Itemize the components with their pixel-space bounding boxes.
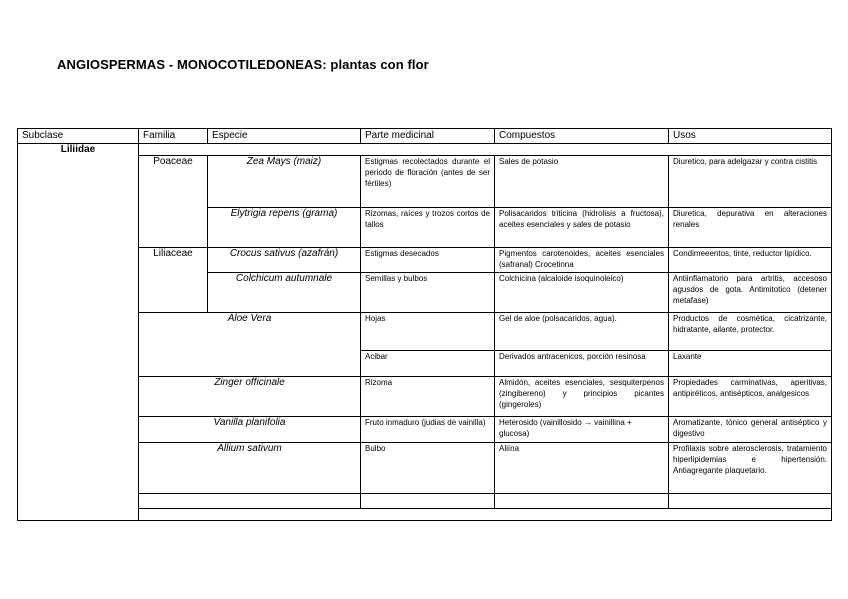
- empty-row: [139, 509, 832, 521]
- part-cell: Rizomas, raíces y trozos cortos de tallos: [361, 208, 495, 248]
- part-cell: Acibar: [361, 351, 495, 377]
- compounds-cell: Derivados antracenicos, porción resinosa: [495, 351, 669, 377]
- family-poaceae: Poaceae: [139, 156, 208, 248]
- part-cell: Fruto inmaduro (judias de vainilla): [361, 417, 495, 443]
- empty-cell: [139, 494, 361, 509]
- uses-cell: Profilaxis sobre aterosclerosis, tratamiento hiperlipidemias e hipertensión. Antiagregante plaquetario.: [669, 443, 832, 494]
- table-header-row: [18, 129, 832, 144]
- uses-cell: Laxante: [669, 351, 832, 377]
- compounds-cell: Colchicina (alcaloide isoquinoleico): [495, 273, 669, 313]
- empty-row: [139, 144, 832, 156]
- species-cell: Allium sativum: [139, 443, 361, 494]
- part-cell: Estigmas desecados: [361, 248, 495, 273]
- part-cell: Semillas y bulbos: [361, 273, 495, 313]
- uses-cell: Aromatizante, tónico general antiséptico y digestivo: [669, 417, 832, 443]
- header-subclase: Subclase: [18, 129, 139, 144]
- table-row: [18, 156, 832, 208]
- compounds-cell: Sales de potasio: [495, 156, 669, 208]
- species-cell: Zinger officinale: [139, 377, 361, 417]
- table-row: [18, 313, 832, 351]
- header-parte-medicinal: Parte medicinal: [361, 129, 495, 144]
- empty-cell: [495, 494, 669, 509]
- compounds-cell: Pigmentos carotenoides, aceites esenciales (safranal) Crocetinna: [495, 248, 669, 273]
- compounds-cell: Aliína: [495, 443, 669, 494]
- uses-cell: Condimeeentos, tinte, reductor lipídico.: [669, 248, 832, 273]
- table-row: [18, 417, 832, 443]
- page-title: ANGIOSPERMAS - MONOCOTILEDONEAS: plantas con flor: [57, 57, 429, 72]
- family-liliaceae: Liliaceae: [139, 248, 208, 313]
- header-compuestos: Compuestos: [495, 129, 669, 144]
- species-cell: Zea Mays (maiz): [208, 156, 361, 208]
- part-cell: Estigmas recolectados durante el periodo de floración (antes de ser fértiles): [361, 156, 495, 208]
- empty-cell: [361, 494, 495, 509]
- header-usos: Usos: [669, 129, 832, 144]
- part-cell: Hojas: [361, 313, 495, 351]
- table-row: [18, 443, 832, 494]
- plants-table: [17, 128, 832, 521]
- species-cell: Vanilla planifolia: [139, 417, 361, 443]
- table-row: [18, 494, 832, 509]
- table-row: [18, 377, 832, 417]
- species-cell: Crocus sativus (azafrán): [208, 248, 361, 273]
- table-row: [18, 509, 832, 521]
- table-row: [18, 248, 832, 273]
- uses-cell: Diuretico, para adelgazar y contra cistitis: [669, 156, 832, 208]
- compounds-cell: Almidón, aceites esenciales, sesquiterpenos (zingibereno) y principios picantes (gingeroles): [495, 377, 669, 417]
- table-row: [18, 144, 832, 156]
- compounds-cell: Polisacaridos triticina (hidrolisis a fructosa), aceites esenciales y sales de potasio: [495, 208, 669, 248]
- part-cell: Bulbo: [361, 443, 495, 494]
- compounds-cell: Gel de aloe (polsacaridos, agua).: [495, 313, 669, 351]
- header-especie: Especie: [208, 129, 361, 144]
- species-cell: Elytrigia repens (grama): [208, 208, 361, 248]
- uses-cell: Antiinflamatorio para artritis, accesoso agusdos de gota. Antimitotico (detener metafase): [669, 273, 832, 313]
- uses-cell: Productos de cosmética, cicatrizante, hidratante, ailante, protector.: [669, 313, 832, 351]
- uses-cell: Diuretica, depurativa en alteraciones renales: [669, 208, 832, 248]
- part-cell: Rizoma: [361, 377, 495, 417]
- subclass-cell: Liliidae: [18, 144, 139, 521]
- species-cell: Aloe Vera: [139, 313, 361, 377]
- uses-cell: Propiedades carminativas, aperitivas, antipiréticos, antisépticos, analgesicos: [669, 377, 832, 417]
- header-familia: Familia: [139, 129, 208, 144]
- compounds-cell: Heterosido (vainillosido → vainillina + glucosa): [495, 417, 669, 443]
- species-cell: Colchicum autumnale: [208, 273, 361, 313]
- empty-cell: [669, 494, 832, 509]
